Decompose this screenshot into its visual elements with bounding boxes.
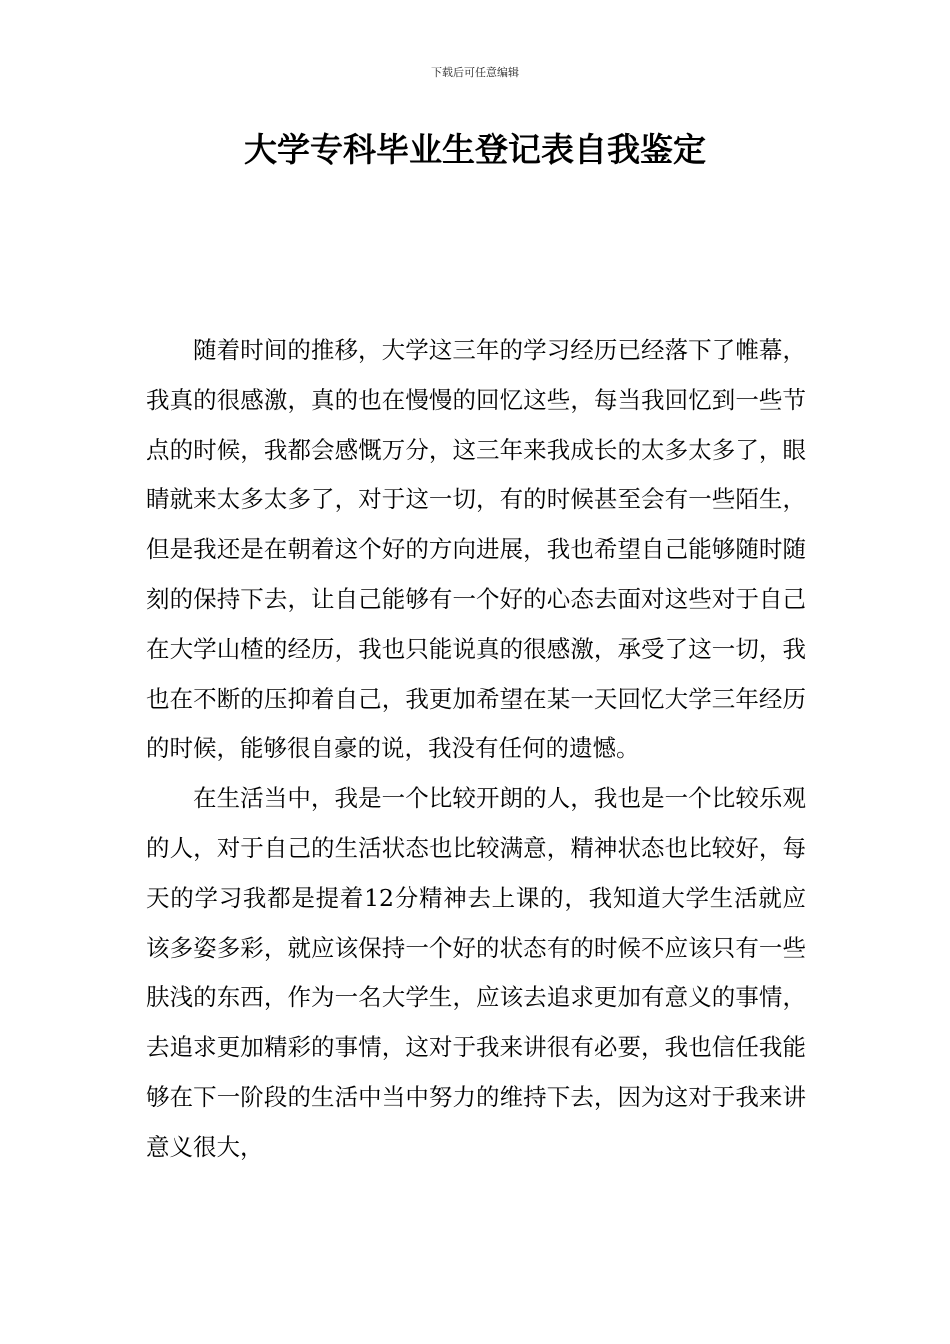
paragraph-1: 随着时间的推移，大学这三年的学习经历已经落下了帷幕，我真的很感激，真的也在慢慢的回忆这些，每当我回忆到一些节点的时候，我都会感慨万分，这三年来我成长的太多太多了，眼睛就来太多太多了，对于这一切，有的时候甚至会有一些陌生，但是我还是在朝着这个好的方向进展，我也希望自己能够随时随刻的保持下去，让自己能够有一个好的心态去面对这些对于自己在大学山楂的经历，我也只能说真的很感激，承受了这一切，我也在不断的压抑着自己，我更加希望在某一天回忆大学三年经历的时候，能够很自豪的说，我没有任何的遗憾。: [146, 336, 806, 763]
header-note: 下载后可任意编辑: [431, 66, 519, 79]
document-body: [146, 326, 806, 1173]
paragraph-2: 在生活当中，我是一个比较开朗的人，我也是一个比较乐观的人，对于自己的生活状态也比较满意，精神状态也比较好，每天的学习我都是提着12分精神去上课的，我知道大学生活就应该多姿多彩，就应该保持一个好的状态有的时候不应该只有一些肤浅的东西，作为一名大学生，应该去追求更加有意义的事情，去追求更加精彩的事情，这对于我来讲很有必要，我也信任我能够在下一阶段的生活中当中努力的维持下去，因为这对于我来讲意义很大，: [146, 784, 806, 1161]
document-title: 大学专科毕业生登记表自我鉴定: [244, 130, 706, 169]
